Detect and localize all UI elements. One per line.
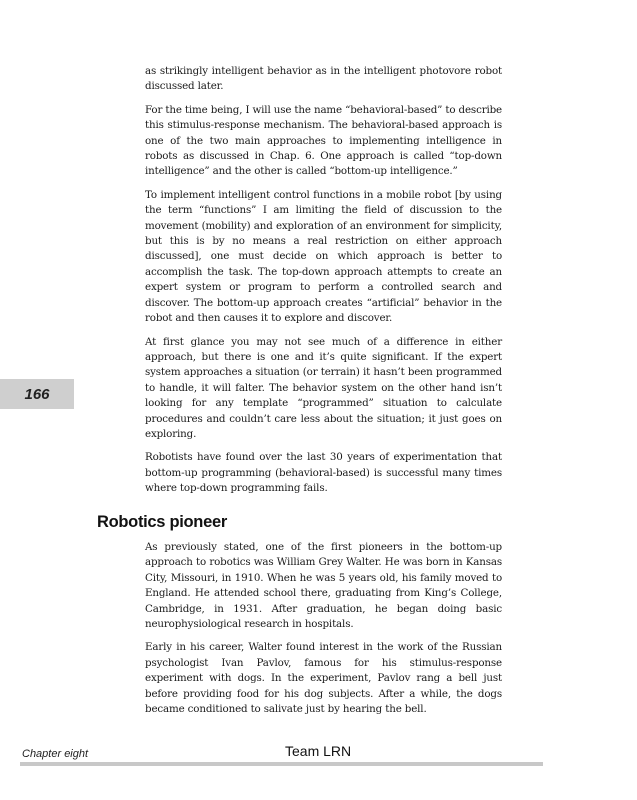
body-text-pioneer bbox=[145, 540, 502, 725]
page-number: 166 bbox=[24, 385, 50, 403]
paragraph: as strikingly intelligent behavior as in the intelligent photovore robot discussed later. bbox=[145, 65, 502, 93]
paragraph: At first glance you may not see much of a difference in either approach, but there is one and it’s quite significant. If the expert system approaches a situation (or terrain) it hasn’t been programmed to handle, it will falter. The behavior system on the other hand isn’t looking for any template “programmed” situation to calculate procedures and couldn’t care less about the situation; it just goes on exploring. bbox=[145, 335, 502, 440]
body-text-top bbox=[145, 64, 502, 505]
footer-divider bbox=[20, 762, 543, 766]
section-heading: Robotics pioneer bbox=[97, 513, 227, 531]
paragraph: To implement intelligent control functions in a mobile robot [by using the term “functions” I am limiting the field of discussion to the movement (mobility) and exploration of an environment for simplicity, but this is by no means a real restriction on either approach discussed], one must decide on which approach is better to accomplish the task. The top-down approach attempts to create an expert system or program to perform a controlled search and discover. The bottom-up approach creates “artificial” behavior in the robot and then causes it to explore and discover. bbox=[145, 188, 502, 325]
paragraph: As previously stated, one of the first pioneers in the bottom-up approach to robotics was William Grey Walter. He was born in Kansas City, Missouri, in 1910. When he was 5 years old, his family moved to England. He attended school there, graduating from King’s College, Cambridge, in 1931. After graduation, he began doing basic neurophysiological research in hospitals. bbox=[145, 541, 502, 631]
footer-center-text: Team LRN bbox=[285, 743, 352, 759]
page-number-tab bbox=[0, 379, 74, 409]
paragraph: Robotists have found over the last 30 years of experimentation that bottom-up programming (behavioral-based) is successful many times where top-down programming fails. bbox=[145, 451, 502, 495]
footer-chapter-label: Chapter eight bbox=[22, 748, 89, 760]
paragraph: Early in his career, Walter found interest in the work of the Russian psychologist Ivan Pavlov, famous for his stimulus-response experiment with dogs. In the experiment, Pavlov rang a bell just before providing food for his dog subjects. After a while, the dogs became conditioned to salivate just by hearing the bell. bbox=[145, 641, 502, 716]
paragraph: For the time being, I will use the name “behavioral-based” to describe this stimulus-response mechanism. The behavioral-based approach is one of the two main approaches to implementing intelligence in robots as discussed in Chap. 6. One approach is called “top-down intelligence” and the other is called “bottom-up intelligence.” bbox=[145, 103, 502, 178]
